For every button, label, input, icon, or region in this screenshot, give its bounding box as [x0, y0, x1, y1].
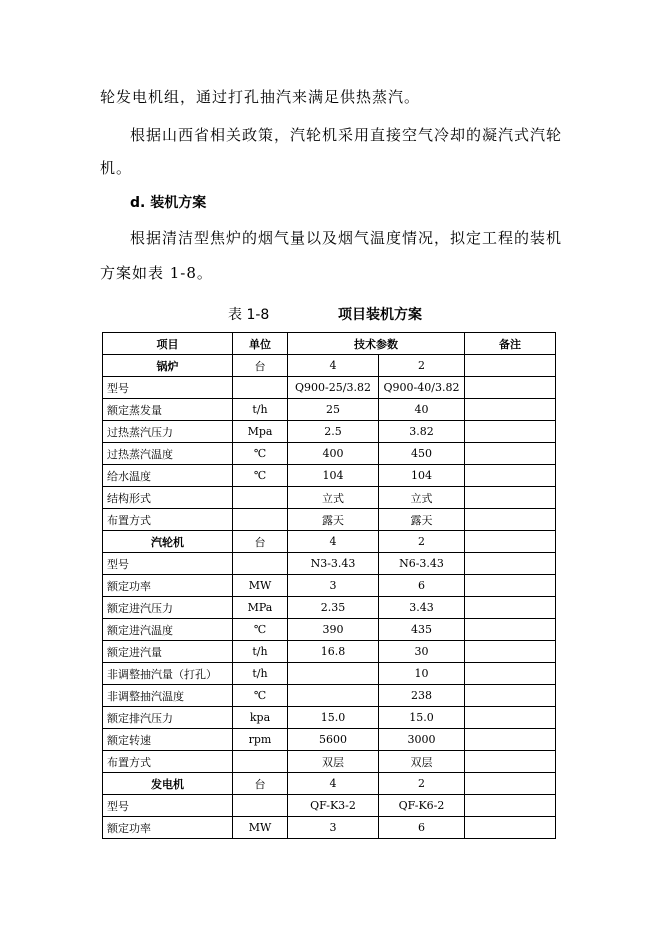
cell-v2: 露天 [379, 509, 465, 531]
cell-remark [465, 685, 556, 707]
table-row [103, 817, 556, 839]
table-title: 项目装机方案 [338, 307, 422, 323]
cell-unit [233, 553, 288, 575]
cell-remark [465, 795, 556, 817]
cell-remark [465, 487, 556, 509]
cell-v2: 238 [379, 685, 465, 707]
cell-v2: 40 [379, 399, 465, 421]
header-item: 项目 [103, 333, 233, 355]
cell-item: 锅炉 [103, 355, 233, 377]
table-row [103, 597, 556, 619]
table-row [103, 751, 556, 773]
cell-item: 过热蒸汽温度 [103, 443, 233, 465]
cell-remark [465, 553, 556, 575]
cell-v1: Q900-25/3.82 [288, 377, 379, 399]
cell-v1: 390 [288, 619, 379, 641]
table-row [103, 707, 556, 729]
cell-item: 额定功率 [103, 575, 233, 597]
cell-v1: 2.35 [288, 597, 379, 619]
table-row [103, 729, 556, 751]
cell-remark [465, 597, 556, 619]
cell-v2: 15.0 [379, 707, 465, 729]
header-tech: 技术参数 [288, 333, 465, 355]
cell-unit: Mpa [233, 421, 288, 443]
table-row [103, 553, 556, 575]
table-row [103, 399, 556, 421]
cell-remark [465, 465, 556, 487]
paragraph-scheme-line2: 方案如表 1-8。 [100, 264, 213, 282]
cell-v1: 15.0 [288, 707, 379, 729]
cell-unit: t/h [233, 641, 288, 663]
cell-v1: 露天 [288, 509, 379, 531]
equipment-table [102, 332, 556, 839]
cell-v2: 6 [379, 575, 465, 597]
cell-remark [465, 531, 556, 553]
table-row [103, 421, 556, 443]
cell-v1: 25 [288, 399, 379, 421]
cell-unit: ℃ [233, 685, 288, 707]
cell-remark [465, 751, 556, 773]
cell-v1: 5600 [288, 729, 379, 751]
cell-unit [233, 377, 288, 399]
cell-v2: 450 [379, 443, 465, 465]
cell-unit: MW [233, 575, 288, 597]
cell-item: 布置方式 [103, 751, 233, 773]
table-row [103, 619, 556, 641]
cell-remark [465, 443, 556, 465]
cell-item: 结构形式 [103, 487, 233, 509]
cell-remark [465, 619, 556, 641]
cell-v1: 4 [288, 531, 379, 553]
cell-item: 额定蒸发量 [103, 399, 233, 421]
cell-v2: QF-K6-2 [379, 795, 465, 817]
cell-remark [465, 707, 556, 729]
table-body [103, 355, 556, 839]
cell-unit: MPa [233, 597, 288, 619]
cell-item: 额定转速 [103, 729, 233, 751]
cell-unit: MW [233, 817, 288, 839]
cell-v1: N3-3.43 [288, 553, 379, 575]
cell-remark [465, 575, 556, 597]
cell-unit: t/h [233, 399, 288, 421]
paragraph-continuation: 轮发电机组，通过打孔抽汽来满足供热蒸汽。 [100, 88, 421, 106]
cell-v2: 2 [379, 773, 465, 795]
cell-unit: kpa [233, 707, 288, 729]
cell-v2: 3.82 [379, 421, 465, 443]
cell-unit: 台 [233, 773, 288, 795]
cell-v2: Q900-40/3.82 [379, 377, 465, 399]
header-unit: 单位 [233, 333, 288, 355]
cell-v1: 4 [288, 773, 379, 795]
cell-v2: 10 [379, 663, 465, 685]
table-row [103, 685, 556, 707]
paragraph-policy-line1: 根据山西省相关政策，汽轮机采用直接空气冷却的凝汽式汽轮 [130, 126, 563, 144]
cell-unit: ℃ [233, 619, 288, 641]
table-row [103, 487, 556, 509]
cell-v1: 16.8 [288, 641, 379, 663]
cell-item: 发电机 [103, 773, 233, 795]
table-row [103, 377, 556, 399]
cell-unit: ℃ [233, 465, 288, 487]
table-row [103, 795, 556, 817]
cell-remark [465, 377, 556, 399]
cell-remark [465, 641, 556, 663]
table-row [103, 663, 556, 685]
cell-remark [465, 421, 556, 443]
paragraph-scheme-line1: 根据清洁型焦炉的烟气量以及烟气温度情况，拟定工程的装机 [130, 229, 563, 247]
table-number: 表 1-8 [228, 307, 270, 323]
cell-v2: 104 [379, 465, 465, 487]
table-row [103, 465, 556, 487]
cell-v2: 2 [379, 531, 465, 553]
cell-v1: 2.5 [288, 421, 379, 443]
cell-item: 额定进汽量 [103, 641, 233, 663]
cell-item: 额定排汽压力 [103, 707, 233, 729]
cell-v1: 4 [288, 355, 379, 377]
cell-unit [233, 487, 288, 509]
cell-v2: 3.43 [379, 597, 465, 619]
table-header-row [103, 333, 556, 355]
cell-item: 非调整抽汽温度 [103, 685, 233, 707]
cell-item: 型号 [103, 377, 233, 399]
cell-v1 [288, 685, 379, 707]
cell-unit: t/h [233, 663, 288, 685]
cell-item: 额定进汽压力 [103, 597, 233, 619]
cell-unit [233, 751, 288, 773]
cell-unit: ℃ [233, 443, 288, 465]
cell-item: 给水温度 [103, 465, 233, 487]
cell-v2: 双层 [379, 751, 465, 773]
cell-item: 额定进汽温度 [103, 619, 233, 641]
header-remark: 备注 [465, 333, 556, 355]
cell-unit [233, 509, 288, 531]
cell-v1: 3 [288, 817, 379, 839]
cell-v2: N6-3.43 [379, 553, 465, 575]
cell-item: 布置方式 [103, 509, 233, 531]
cell-v2: 30 [379, 641, 465, 663]
cell-unit [233, 795, 288, 817]
paragraph-policy-line2: 机。 [100, 159, 133, 177]
cell-remark [465, 509, 556, 531]
cell-v1 [288, 663, 379, 685]
table-row [103, 575, 556, 597]
cell-v2: 6 [379, 817, 465, 839]
cell-item: 汽轮机 [103, 531, 233, 553]
cell-item: 非调整抽汽量（打孔） [103, 663, 233, 685]
cell-v1: 双层 [288, 751, 379, 773]
cell-remark [465, 817, 556, 839]
table-group-row [103, 531, 556, 553]
cell-v2: 立式 [379, 487, 465, 509]
cell-unit: rpm [233, 729, 288, 751]
cell-item: 过热蒸汽压力 [103, 421, 233, 443]
section-heading: d. 装机方案 [130, 195, 207, 211]
table-group-row [103, 355, 556, 377]
cell-item: 型号 [103, 553, 233, 575]
cell-unit: 台 [233, 531, 288, 553]
cell-v2: 435 [379, 619, 465, 641]
table-row [103, 443, 556, 465]
cell-item: 型号 [103, 795, 233, 817]
table-row [103, 509, 556, 531]
cell-v1: 立式 [288, 487, 379, 509]
table-group-row [103, 773, 556, 795]
cell-v2: 3000 [379, 729, 465, 751]
cell-remark [465, 355, 556, 377]
cell-remark [465, 399, 556, 421]
cell-v1: QF-K3-2 [288, 795, 379, 817]
cell-v1: 3 [288, 575, 379, 597]
cell-item: 额定功率 [103, 817, 233, 839]
cell-unit: 台 [233, 355, 288, 377]
cell-v1: 104 [288, 465, 379, 487]
cell-v1: 400 [288, 443, 379, 465]
cell-remark [465, 663, 556, 685]
cell-v2: 2 [379, 355, 465, 377]
cell-remark [465, 773, 556, 795]
cell-remark [465, 729, 556, 751]
table-row [103, 641, 556, 663]
